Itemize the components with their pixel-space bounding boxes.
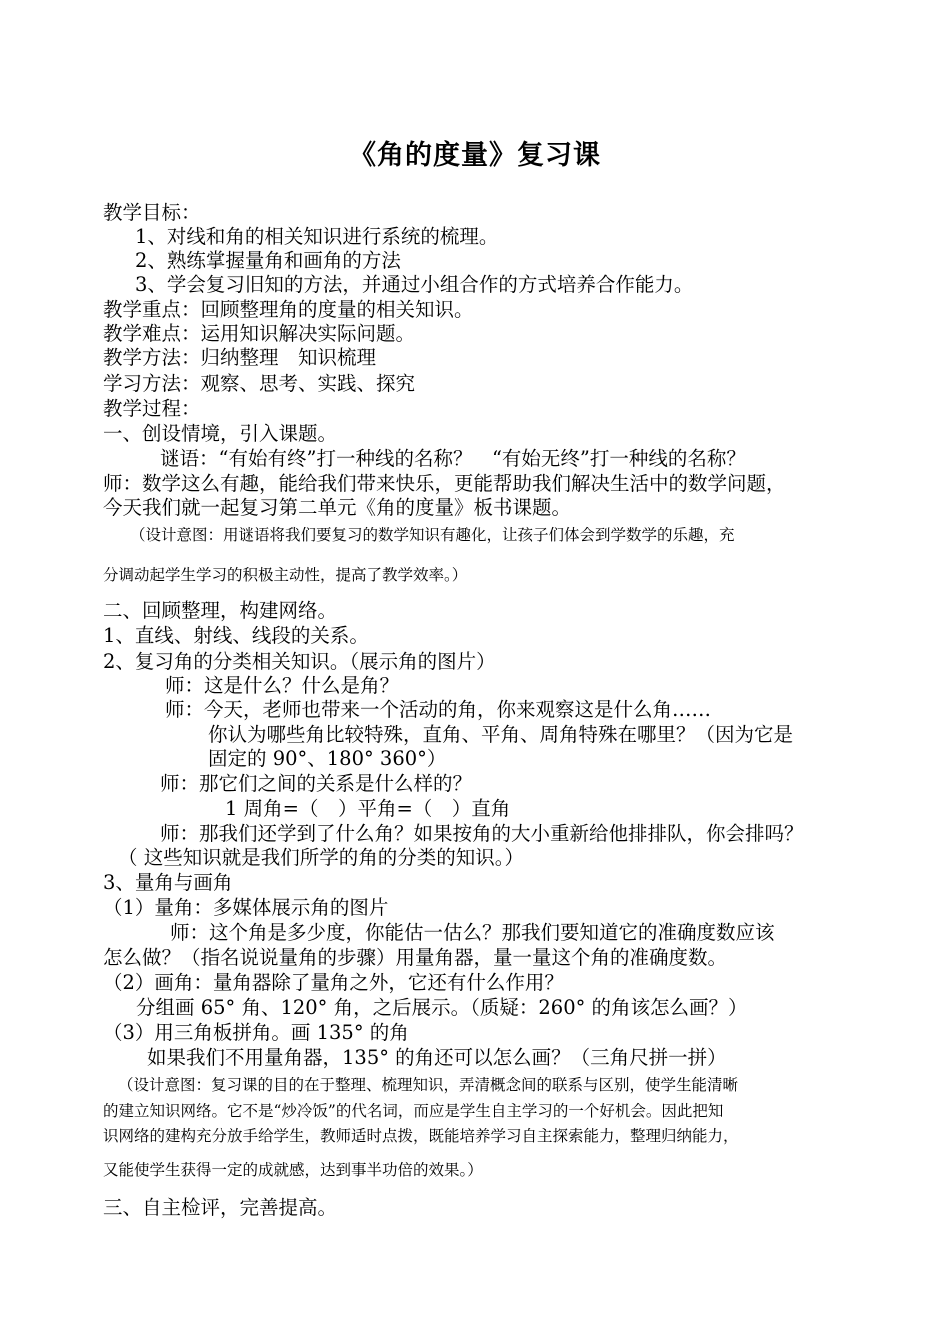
text-line: 一、创设情境，引入课题。 xyxy=(103,422,338,445)
text-line: 师：那我们还学到了什么角？如果按角的大小重新给他排排队，你会排吗？ xyxy=(160,822,804,845)
design-note-line: 识网络的建构充分放手给学生，教师适时点拨，既能培养学习自主探索能力，整理归纳能力， xyxy=(103,1127,739,1145)
text-line: （1）量角：多媒体展示角的图片 xyxy=(103,896,389,919)
text-line: 如果我们不用量角器，135° 的角还可以怎么画？（三角尺拼一拼） xyxy=(147,1046,727,1069)
design-note-line: （设计意图：复习课的目的在于整理、梳理知识，弄清概念间的联系与区别，使学生能清晰 xyxy=(118,1076,739,1094)
design-note-line: （设计意图：用谜语将我们要复习的数学知识有趣化，让孩子们体会到学数学的乐趣，充 xyxy=(130,526,735,544)
text-line: 教学难点：运用知识解决实际问题。 xyxy=(103,322,416,345)
text-line: 谜语：“有始有终”打一种线的名称？ “有始无终”打一种线的名称？ xyxy=(160,447,746,470)
design-note-line: 的建立知识网络。它不是“炒冷饭”的代名词，而应是学生自主学习的一个好机会。因此把知 xyxy=(103,1102,724,1120)
text-line: 教学目标： xyxy=(103,201,201,224)
text-line: 3、学会复习旧知的方法，并通过小组合作的方式培养合作能力。 xyxy=(135,273,694,296)
design-note-line: 又能使学生获得一定的成就感，达到事半功倍的效果。） xyxy=(103,1161,483,1179)
text-line: 师：今天，老师也带来一个活动的角，你来观察这是什么角…… xyxy=(165,698,712,721)
text-line: 1、直线、射线、线段的关系。 xyxy=(103,624,369,647)
text-line: 1、对线和角的相关知识进行系统的梳理。 xyxy=(135,225,499,248)
text-line: 分组画 65° 角、120° 角，之后展示。（质疑：260° 的角该怎么画？） xyxy=(136,996,748,1019)
text-line: 学习方法：观察、思考、实践、探究 xyxy=(103,372,416,395)
text-line: （ 这些知识就是我们所学的角的分类的知识。） xyxy=(118,846,524,869)
text-line: （3）用三角板拼角。画 135° 的角 xyxy=(103,1021,409,1044)
text-line: 怎么做？（指名说说量角的步骤）用量角器，量一量这个角的准确度数。 xyxy=(103,946,728,969)
text-line: （2）画角：量角器除了量角之外，它还有什么作用？ xyxy=(103,971,564,994)
text-line: 教学重点：回顾整理角的度量的相关知识。 xyxy=(103,298,474,321)
text-line: 今天我们就一起复习第二单元《角的度量》板书课题。 xyxy=(103,496,572,519)
text-line: 师：那它们之间的关系是什么样的？ xyxy=(160,772,473,795)
page-title: 《角的度量》复习课 xyxy=(349,140,601,171)
text-line: 2、熟练掌握量角和画角的方法 xyxy=(135,249,401,272)
text-line: 三、自主检评，完善提高。 xyxy=(103,1196,338,1219)
design-note-line: 分调动起学生学习的积极主动性，提高了教学效率。） xyxy=(103,566,468,584)
text-line: 3、量角与画角 xyxy=(103,871,233,894)
text-line: 师：这个角是多少度，你能估一估么？那我们要知道它的准确度数应该 xyxy=(170,921,775,944)
text-line: 2、复习角的分类相关知识。（展示角的图片） xyxy=(103,650,496,673)
text-line: 师：这是什么？什么是角？ xyxy=(165,674,400,697)
text-line: 你认为哪些角比较特殊，直角、平角、周角特殊在哪里？（因为它是 xyxy=(208,723,794,746)
text-line: 二、回顾整理，构建网络。 xyxy=(103,599,338,622)
text-line: 固定的 90°、180° 360°） xyxy=(208,747,447,770)
text-line: 教学方法：归纳整理 知识梳理 xyxy=(103,346,377,369)
text-line: 1 周角=（ ）平角=（ ）直角 xyxy=(225,797,511,820)
text-line: 师：数学这么有趣，能给我们带来快乐，更能帮助我们解决生活中的数学问题， xyxy=(103,472,786,495)
text-line: 教学过程： xyxy=(103,397,201,420)
